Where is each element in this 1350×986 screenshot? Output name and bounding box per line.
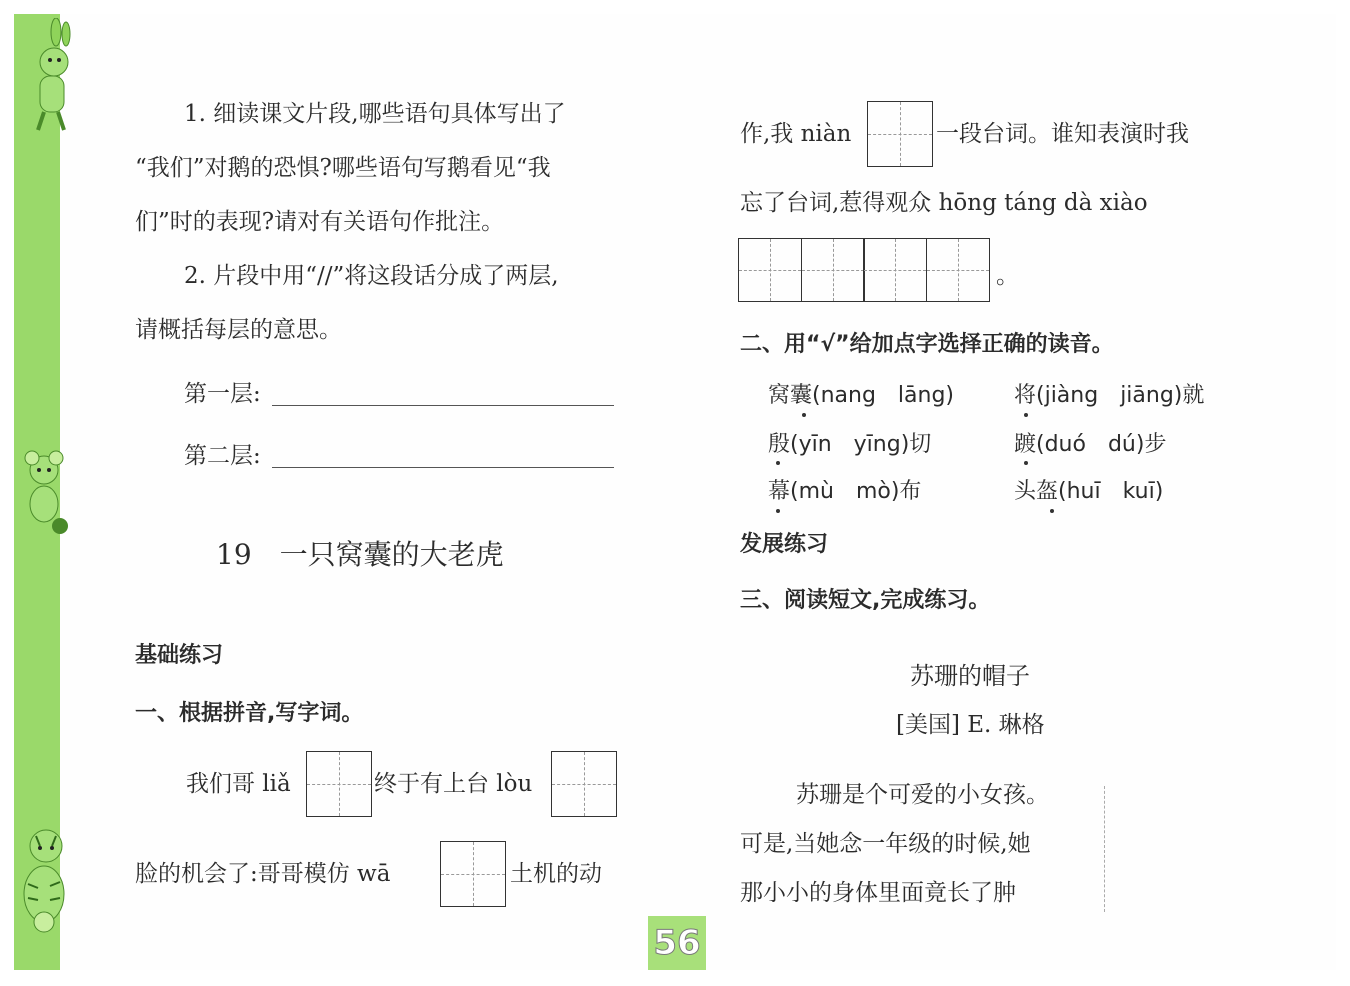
section-2-heading: 二、用“√”给加点字选择正确的读音。 [740, 332, 1114, 357]
char-box-nian[interactable] [867, 101, 933, 167]
pinyin-sentence-1a: 我们哥 liǎ [186, 771, 291, 797]
pronunciation-item-jiangjiu[interactable]: 将(jiàng jiāng)就 [1014, 383, 1205, 408]
tiger-illustration [14, 822, 74, 942]
emphasis-dot [1024, 413, 1028, 417]
pinyin-sentence-4: 忘了台词,惹得观众 hōng táng dà xiào [740, 190, 1148, 216]
development-practice-heading: 发展练习 [740, 532, 829, 557]
lesson-title: 19 一只窝囊的大老虎 [216, 538, 504, 571]
emphasis-dot [776, 461, 780, 465]
emphasis-dot [1050, 509, 1054, 513]
char-box-lou[interactable] [551, 751, 617, 817]
char-box-hong[interactable] [738, 238, 802, 302]
char-box-lia[interactable] [306, 751, 372, 817]
pronunciation-item-duobu[interactable]: 踱(duó dú)步 [1014, 432, 1167, 457]
article-paragraph-line-1: 苏珊是个可爱的小女孩。 [796, 782, 1049, 808]
grid-end-period: 。 [996, 263, 1019, 289]
article-title: 苏珊的帽子 [910, 662, 1030, 690]
emphasis-dot [802, 413, 806, 417]
question-1-line-3: 们”时的表现?请对有关语句作批注。 [135, 209, 505, 235]
layer-1-answer-line[interactable] [272, 405, 614, 406]
char-grid-hong-tang-da-xiao[interactable] [738, 238, 990, 302]
char-box-xiao[interactable] [926, 238, 990, 302]
pinyin-sentence-2a: 脸的机会了:哥哥模仿 wā [135, 861, 391, 887]
pinyin-sentence-1b: 终于有上台 lòu [374, 771, 533, 797]
layer-1-label: 第一层: [184, 381, 261, 407]
pinyin-sentence-3b: 一段台词。谁知表演时我 [936, 121, 1189, 147]
emphasis-dot [776, 509, 780, 513]
article-author: [美国] E. 琳格 [896, 712, 1045, 738]
question-1-line-1: 1. 细读课文片段,哪些语句具体写出了 [184, 101, 566, 127]
margin-divider [1104, 786, 1105, 912]
layer-2-answer-line[interactable] [272, 467, 614, 468]
char-box-tang[interactable] [801, 238, 865, 302]
pronunciation-item-wonang[interactable]: 窝囊(nang lāng) [768, 383, 955, 408]
section-1-heading: 一、根据拼音,写字词。 [135, 701, 364, 726]
emphasis-dot [1024, 461, 1028, 465]
pronunciation-item-toukui[interactable]: 头盔(huī kuī) [1014, 479, 1164, 504]
question-1-line-2: “我们”对鹅的恐惧?哪些语句写鹅看见“我 [135, 155, 551, 181]
article-paragraph-line-3: 那小小的身体里面竟长了肿 [740, 880, 1016, 906]
char-box-wa[interactable] [440, 841, 506, 907]
question-2-line-2: 请概括每层的意思。 [135, 317, 342, 343]
pronunciation-item-yinqie[interactable]: 殷(yīn yīng)切 [768, 432, 932, 457]
mouse-illustration [14, 448, 74, 538]
article-paragraph-line-2: 可是,当她念一年级的时候,她 [740, 831, 1031, 857]
basic-practice-heading: 基础练习 [135, 643, 224, 668]
pinyin-sentence-3a: 作,我 niàn [740, 121, 852, 147]
rabbit-illustration [14, 18, 74, 138]
char-box-da[interactable] [863, 238, 927, 302]
page-number: 56 [648, 916, 706, 970]
pronunciation-item-mubu[interactable]: 幕(mù mò)布 [768, 479, 922, 504]
pinyin-sentence-2b: 土机的动 [510, 861, 602, 887]
layer-2-label: 第二层: [184, 443, 261, 469]
section-3-heading: 三、阅读短文,完成练习。 [740, 588, 991, 613]
question-2-line-1: 2. 片段中用“//”将这段话分成了两层, [184, 263, 559, 289]
